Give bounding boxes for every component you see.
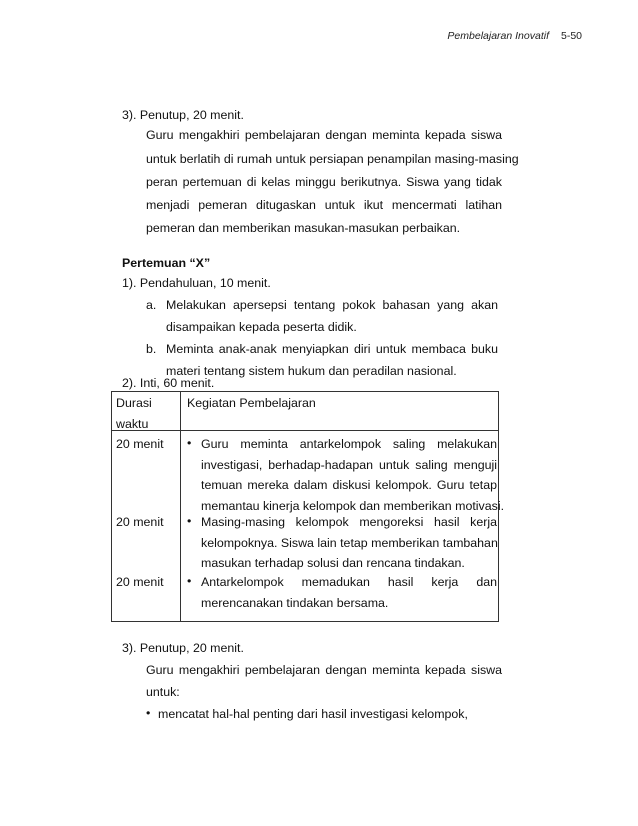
paragraph-line: Guru mengakhiri pembelajaran dengan meminta kepada siswa [146,663,502,677]
bullet-icon: • [146,706,151,720]
activity-table [111,391,505,622]
list-item-line: materi tentang sistem hukum dan peradilan nasional. [166,364,457,378]
activity-line: Antarkelompok memadukan hasil kerja dan [201,575,497,589]
paragraph-line: untuk berlatih di rumah untuk persiapan penampilan masing-masing [146,152,519,166]
activity-line: Masing-masing kelompok mengoreksi hasil kerja [201,515,497,529]
duration-value: 20 menit [116,437,164,451]
paragraph-line: peran pertemuan di kelas minggu berikutnya. Siswa yang tidak [146,175,502,189]
activity-line: merencanakan tindakan bersama. [201,596,389,610]
list-marker: a. [146,298,157,312]
paragraph-line: pemeran dan memberikan masukan-masukan perbaikan. [146,221,461,235]
table-row [112,431,499,622]
activity-line: temuan mereka dalam diskusi kelompok. Guru tetap [201,478,497,492]
list-item-line: Melakukan apersepsi tentang pokok bahasan yang akan [166,298,498,312]
page-number: 5-50 [560,30,582,42]
bullet-icon: • [187,514,192,528]
paragraph-line: menjadi pemeran ditugaskan untuk ikut mencermati latihan [146,198,502,212]
paragraph-line: Guru mengakhiri pembelajaran dengan meminta kepada siswa [146,128,502,142]
table-header-row [112,392,499,431]
header-cell-kegiatan [181,392,499,431]
activity-line: kelompoknya. Siswa lain tetap memberikan tambahan [201,536,498,550]
meeting-title: Pertemuan “X” [122,256,211,270]
bullet-icon: • [187,436,192,450]
section-heading: 3). Penutup, 20 menit. [122,108,244,122]
header-durasi-line: Durasi [116,396,152,410]
duration-value: 20 menit [116,515,164,529]
duration-value: 20 menit [116,575,164,589]
duration-cell [112,431,181,622]
header-title: Pembelajaran Inovatif [447,30,549,42]
header-kegiatan: Kegiatan Pembelajaran [187,396,316,410]
bullet-line: mencatat hal-hal penting dari hasil investigasi kelompok, [158,707,468,721]
list-item-line: Meminta anak-anak menyiapkan diri untuk membaca buku [166,342,498,356]
bullet-icon: • [187,574,192,588]
section-heading: 1). Pendahuluan, 10 menit. [122,276,271,290]
running-header [447,30,582,42]
header-durasi-line: waktu [116,417,149,431]
activity-line: masukan terhadap solusi dan rencana tindakan. [201,556,465,570]
paragraph-line: untuk: [146,685,180,699]
header-cell-durasi [112,392,181,431]
activity-line: Guru meminta antarkelompok saling melakukan [201,437,497,451]
list-item-line: disampaikan kepada peserta didik. [166,320,357,334]
activity-cell [181,431,505,622]
section-heading: 3). Penutup, 20 menit. [122,641,244,655]
section-heading: 2). Inti, 60 menit. [122,376,215,390]
activity-line: memantau kinerja kelompok dan memberikan motivasi. [201,499,505,513]
activity-line: investigasi, berhadap-hadapan untuk saling menguji [201,458,497,472]
list-marker: b. [146,342,157,356]
